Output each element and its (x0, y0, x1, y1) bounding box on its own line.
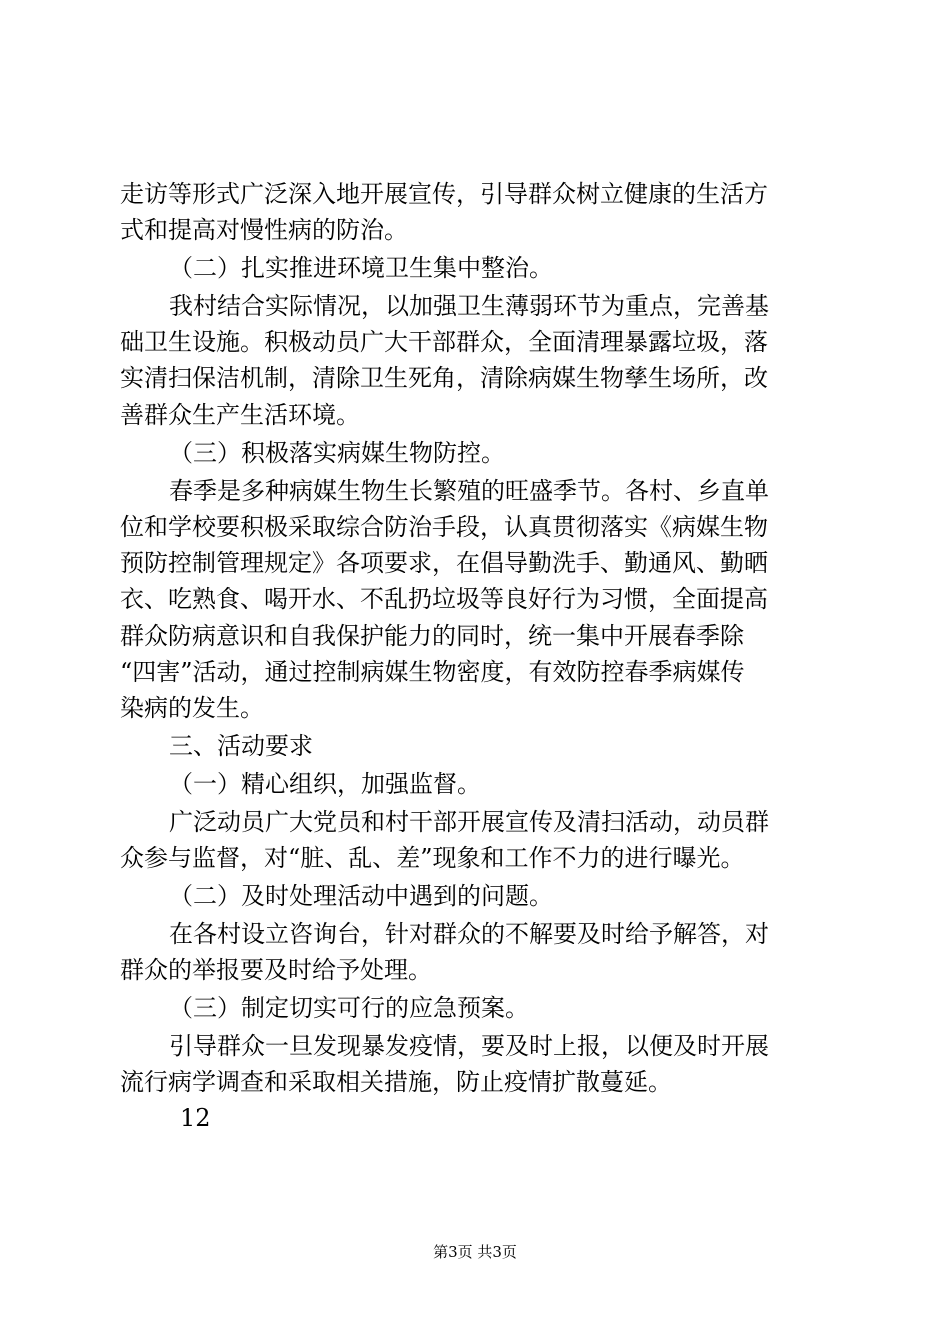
page-footer: 第3页 共3页 (433, 1243, 517, 1261)
section-heading: （三）积极落实病媒生物防控。 (169, 439, 505, 467)
text-line: 衣、吃熟食、喝开水、不乱扔垃圾等良好行为习惯，全面提高 (120, 585, 768, 613)
text-line: 实清扫保洁机制，清除卫生死角，清除病媒生物孳生场所，改 (120, 364, 768, 392)
text-line: 流行病学调查和采取相关措施，防止疫情扩散蔓延。 (120, 1068, 672, 1096)
text-line: 引导群众一旦发现暴发疫情，要及时上报，以便及时开展 (169, 1032, 769, 1060)
section-heading: （三）制定切实可行的应急预案。 (169, 994, 529, 1022)
text-line: 预防控制管理规定》各项要求，在倡导勤洗手、勤通风、勤晒 (120, 549, 768, 577)
text-line: 众参与监督，对“脏、乱、差”现象和工作不力的进行曝光。 (120, 844, 745, 872)
text-line: 在各村设立咨询台，针对群众的不解要及时给予解答，对 (169, 920, 769, 948)
trailing-number: 12 (180, 1104, 211, 1132)
text-line: 式和提高对慢性病的防治。 (120, 216, 408, 244)
section-heading: （二）扎实推进环境卫生集中整治。 (169, 254, 553, 282)
text-line: 广泛动员广大党员和村干部开展宣传及清扫活动，动员群 (169, 808, 769, 836)
section-heading: （二）及时处理活动中遇到的问题。 (169, 882, 553, 910)
text-line: 染病的发生。 (120, 694, 264, 722)
text-line: 我村结合实际情况，以加强卫生薄弱环节为重点，完善基 (169, 292, 769, 320)
text-line: 走访等形式广泛深入地开展宣传，引导群众树立健康的生活方 (120, 180, 768, 208)
text-line: 位和学校要积极采取综合防治手段，认真贯彻落实《病媒生物 (120, 513, 768, 541)
text-line: 础卫生设施。积极动员广大干部群众，全面清理暴露垃圾，落 (120, 328, 768, 356)
section-heading: （一）精心组织，加强监督。 (169, 770, 481, 798)
text-line: “四害”活动，通过控制病媒生物密度，有效防控春季病媒传 (120, 658, 745, 686)
section-heading: 三、活动要求 (169, 732, 313, 760)
text-line: 春季是多种病媒生物生长繁殖的旺盛季节。各村、乡直单 (169, 477, 769, 505)
text-line: 群众的举报要及时给予处理。 (120, 956, 432, 984)
text-line: 善群众生产生活环境。 (120, 401, 360, 429)
text-line: 群众防病意识和自我保护能力的同时，统一集中开展春季除 (120, 622, 744, 650)
